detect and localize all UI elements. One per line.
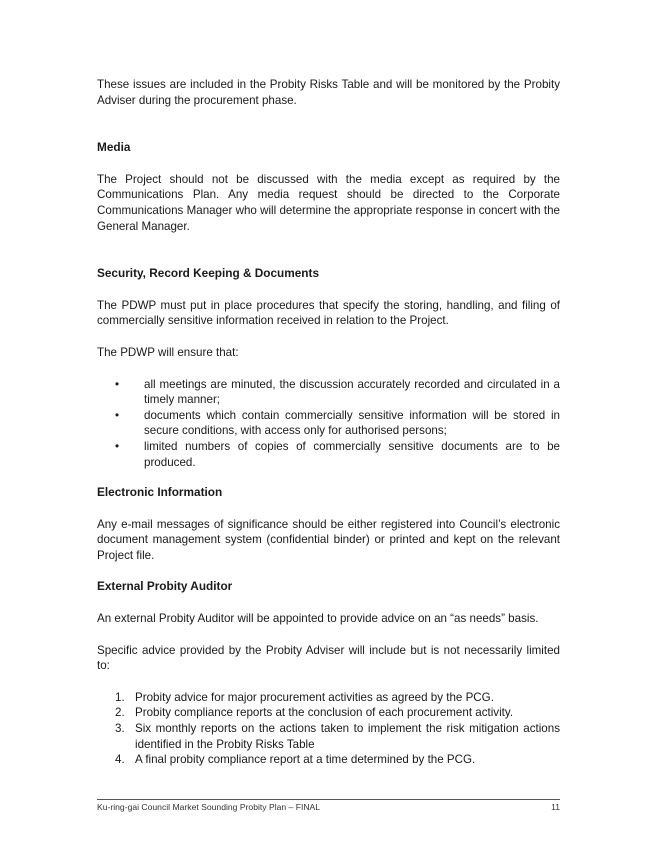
security-paragraph-2: The PDWP will ensure that: (97, 345, 239, 359)
list-item: 3. Six monthly reports on the actions taken to implement the risk mitigation actions identified in the Probity Risks Table (115, 722, 560, 751)
bullet-icon: • (115, 439, 120, 453)
list-item: 1. Probity advice for major procurement activities as agreed by the PCG. (115, 690, 494, 704)
page-footer (97, 799, 560, 813)
auditor-heading: External Probity Auditor (97, 579, 233, 594)
media-heading: Media (97, 140, 131, 155)
bullet-icon: • (115, 377, 120, 391)
intro-paragraph: These issues are included in the Probity Risks Table and will be monitored by the Probity Adviser during the procurement phase. (97, 78, 560, 107)
media-paragraph: The Project should not be discussed with the media except as required by the Communications Plan. Any media request should be directed to the Corporate Communications Manager who will determine the appropriate response in concert with the General Manager. (97, 172, 560, 233)
bullet-icon: • (115, 408, 120, 422)
security-heading: Security, Record Keeping & Documents (97, 266, 320, 281)
electronic-paragraph: Any e-mail messages of significance should be either registered into Council’s electronic document management system (confidential binder) or printed and kept on the relevant Project file. (97, 517, 560, 562)
list-item: 4. A final probity compliance report at a time determined by the PCG. (115, 753, 476, 767)
auditor-paragraph-1: An external Probity Auditor will be appointed to provide advice on an “as needs” basis. (97, 612, 539, 626)
security-paragraph-1: The PDWP must put in place procedures that specify the storing, handling, and filing of commercially sensitive information received in relation to the Project. (97, 298, 560, 328)
auditor-paragraph-2: Specific advice provided by the Probity Adviser will include but is not necessarily limited to: (97, 643, 560, 673)
security-bullet-list (97, 377, 560, 471)
document-body (97, 77, 560, 768)
list-item: • limited numbers of copies of commercially sensitive documents are to be produced. (115, 439, 560, 469)
list-item: • all meetings are minuted, the discussion accurately recorded and circulated in a timely manner; (115, 377, 560, 407)
electronic-heading: Electronic Information (97, 485, 223, 500)
auditor-numbered-list (97, 690, 560, 768)
list-item: 2. Probity compliance reports at the conclusion of each procurement activity. (115, 706, 514, 720)
footer-document-title: Ku-ring-gai Council Market Sounding Probity Plan – FINAL (97, 802, 321, 812)
list-item: • documents which contain commercially sensitive information will be stored in secure conditions, with access only for authorised persons; (115, 408, 560, 438)
page-number: 11 (551, 802, 560, 812)
